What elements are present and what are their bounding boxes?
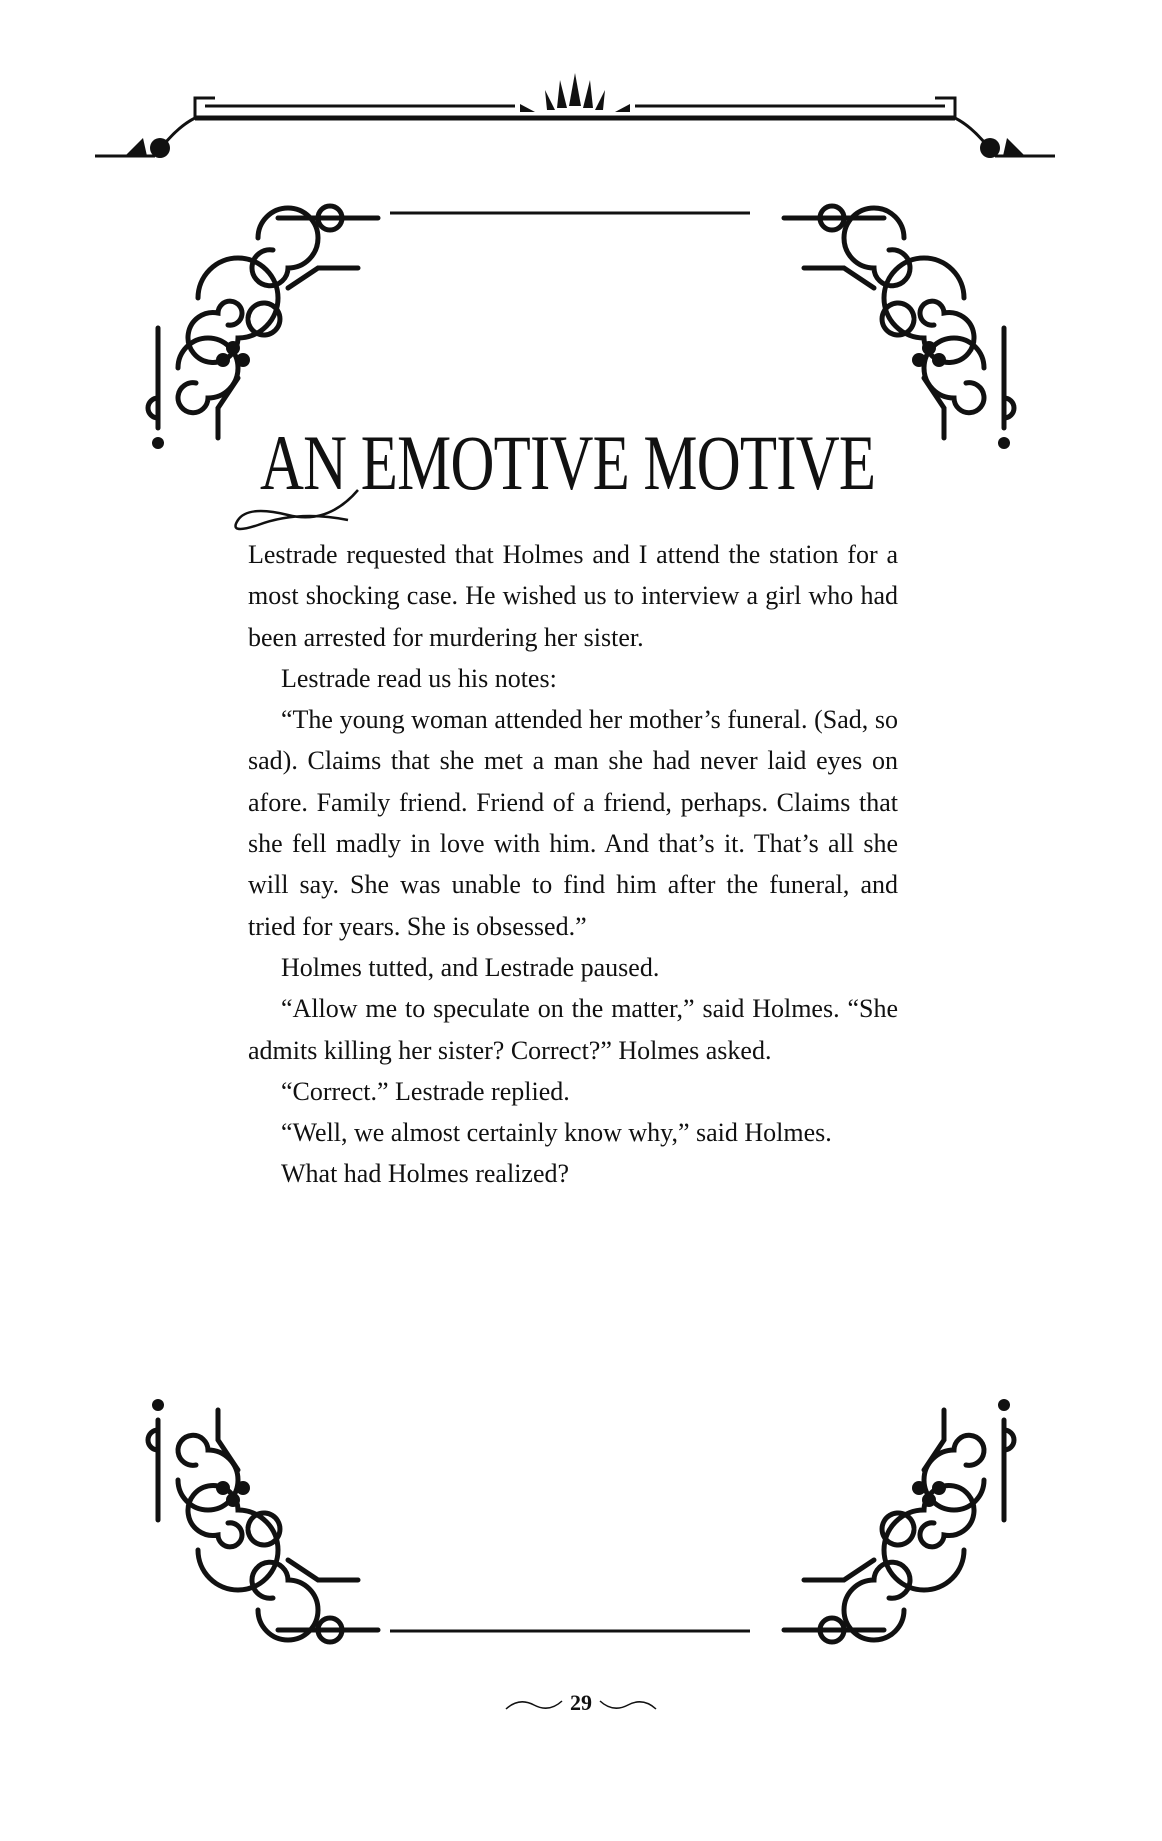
story-text <box>248 534 898 1195</box>
paragraph: Lestrade requested that Holmes and I attend the station for a most shocking case. He wished us to interview a girl who had been arrested for murdering her sister. <box>248 540 898 652</box>
paragraph: Lestrade read us his notes: <box>281 663 557 693</box>
paragraph: “Allow me to speculate on the matter,” said Holmes. “She admits killing her sister? Correct?” Holmes asked. <box>248 994 898 1065</box>
paragraph: “Well, we almost certainly know why,” said Holmes. <box>281 1118 832 1148</box>
paragraph: “The young woman attended her mother’s funeral. (Sad, so sad). Claims that she met a man she had never laid eyes on afore. Family friend. Friend of a friend, perhaps. Claims that she fell madly in love with him. And that’s it. That’s all she will say. She was unable to find him after the funeral, and tried for years. She is obsessed.” <box>248 705 898 941</box>
paragraph: Holmes tutted, and Lestrade paused. <box>281 952 660 982</box>
question-paragraph: What had Holmes realized? <box>281 1159 570 1189</box>
title-swash-flourish <box>228 470 368 530</box>
swash-left-icon <box>504 1695 564 1715</box>
page-number: 29 <box>570 1690 592 1715</box>
paragraph: “Correct.” Lestrade replied. <box>281 1076 570 1106</box>
page-number-area <box>0 1690 1162 1716</box>
bottom-rule <box>390 1626 750 1636</box>
bottom-right-corner-flourish <box>744 1390 1024 1650</box>
top-banner-ornament <box>95 68 1055 168</box>
bottom-left-corner-flourish <box>138 1390 418 1650</box>
chapter-title: AN EMOTIVE MOTIVE <box>260 419 876 506</box>
swash-right-icon <box>598 1695 658 1715</box>
top-rule-left <box>390 208 750 218</box>
